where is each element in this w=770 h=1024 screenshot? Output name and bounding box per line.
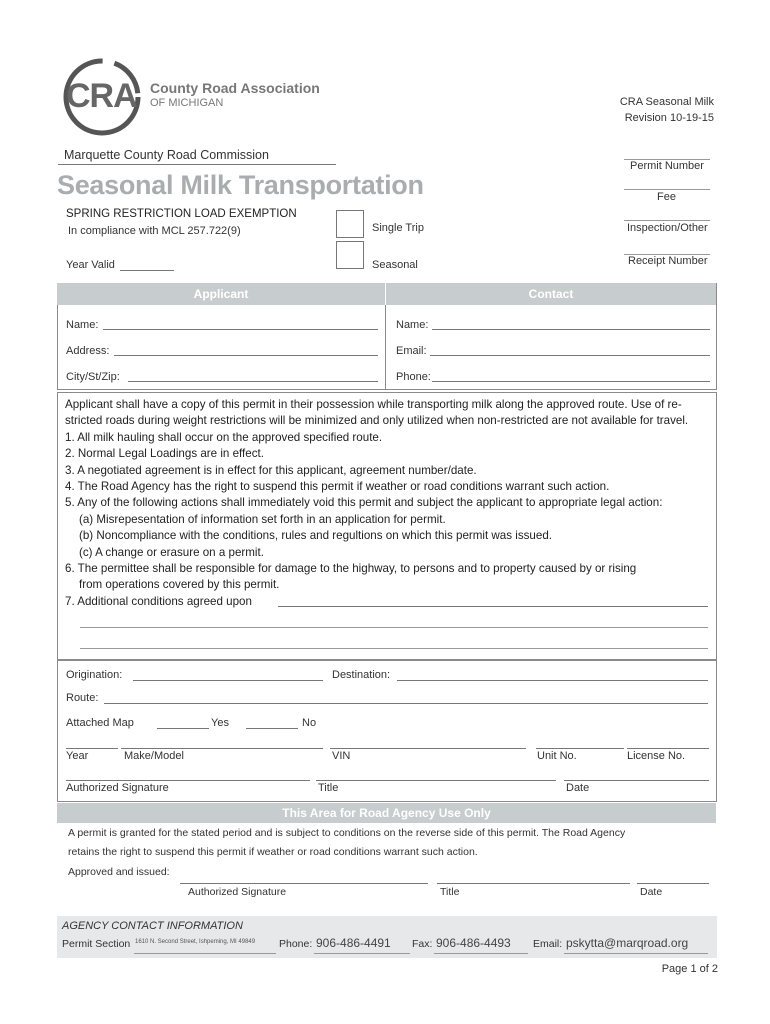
applicant-date-field[interactable] bbox=[564, 780, 709, 781]
applicant-title-label: Title bbox=[318, 782, 339, 794]
logo-abbr: CRA bbox=[66, 77, 137, 115]
additional-conditions-line-2[interactable] bbox=[80, 627, 708, 628]
origination-label: Origination: bbox=[66, 669, 123, 681]
applicant-header: Applicant bbox=[57, 283, 385, 305]
license-no-field[interactable] bbox=[627, 748, 709, 749]
license-no-label: License No. bbox=[627, 750, 686, 762]
agency-title-label: Title bbox=[440, 886, 460, 898]
agency-address-line bbox=[134, 953, 276, 954]
contact-name-label: Name: bbox=[396, 319, 429, 331]
applicant-signature-field[interactable] bbox=[66, 780, 310, 781]
compliance-note: In compliance with MCL 257.722(9) bbox=[68, 225, 241, 237]
agency-title-field[interactable] bbox=[437, 883, 630, 884]
year-valid-field[interactable] bbox=[120, 270, 174, 271]
contact-email-label: Email: bbox=[396, 345, 427, 357]
map-yes-label: Yes bbox=[211, 717, 229, 729]
column-divider bbox=[385, 305, 386, 389]
origination-field[interactable] bbox=[133, 680, 323, 681]
page-number: Page 1 of 2 bbox=[661, 963, 718, 975]
conditions-text bbox=[65, 397, 688, 610]
conditions-intro-2: stricted roads during weight restrictions will be minimized and only utilized when non-restricted are not available for travel. bbox=[65, 414, 689, 428]
agency-email-label: Email: bbox=[533, 938, 563, 950]
unit-no-field[interactable] bbox=[536, 748, 624, 749]
applicant-name-label: Name: bbox=[66, 319, 99, 331]
permit-section-label: Permit Section bbox=[62, 938, 131, 950]
conditions-intro-1: Applicant shall have a copy of this permit in their possession while transporting milk along the approved route. Use of re- bbox=[65, 398, 682, 411]
agency-email[interactable]: pskytta@marqroad.org bbox=[566, 936, 689, 950]
agency-phone: 906-486-4491 bbox=[316, 936, 391, 950]
agency-fax-line bbox=[434, 953, 528, 954]
agency-name-line bbox=[58, 164, 336, 165]
contact-name-field[interactable] bbox=[432, 329, 710, 330]
attached-map-label: Attached Map bbox=[66, 717, 134, 729]
agency-date-field[interactable] bbox=[637, 883, 709, 884]
year-valid-label: Year Valid bbox=[66, 259, 115, 271]
applicant-address-label: Address: bbox=[66, 345, 110, 357]
agency-use-text-2: retains the right to suspend this permit if weather or road conditions warrant such action. bbox=[68, 846, 478, 858]
permit-number-label: Permit Number bbox=[630, 160, 704, 172]
fee-label: Fee bbox=[657, 191, 676, 203]
make-model-label: Make/Model bbox=[124, 750, 184, 762]
contact-email-field[interactable] bbox=[430, 355, 710, 356]
condition-1: 1. All milk hauling shall occur on the approved specified route. bbox=[65, 430, 383, 444]
year-field[interactable] bbox=[66, 748, 118, 749]
inspection-label: Inspection/Other bbox=[627, 222, 708, 234]
condition-7: 7. Additional conditions agreed upon bbox=[65, 594, 252, 608]
contact-header: Contact bbox=[386, 283, 716, 305]
map-no-field[interactable] bbox=[246, 728, 298, 729]
agency-contact-header: AGENCY CONTACT INFORMATION bbox=[62, 920, 243, 932]
agency-email-line bbox=[564, 953, 708, 954]
condition-6b: from operations covered by this permit. bbox=[79, 578, 280, 592]
subtitle: SPRING RESTRICTION LOAD EXEMPTION bbox=[66, 208, 297, 220]
revision-line-1: CRA Seasonal Milk bbox=[619, 96, 714, 108]
agency-signature-label: Authorized Signature bbox=[188, 886, 287, 898]
receipt-number-label: Receipt Number bbox=[628, 255, 708, 267]
applicant-name-field[interactable] bbox=[103, 329, 378, 330]
agency-name: Marquette County Road Commission bbox=[64, 148, 269, 162]
applicant-signature-label: Authorized Signature bbox=[66, 782, 169, 794]
page-title: Seasonal Milk Transportation bbox=[57, 170, 424, 200]
logo-name: County Road Association bbox=[150, 80, 320, 96]
applicant-city-label: City/St/Zip: bbox=[66, 371, 120, 383]
agency-signature-field[interactable] bbox=[180, 883, 428, 884]
agency-phone-line bbox=[314, 953, 410, 954]
condition-5: 5. Any of the following actions shall immediately void this permit and subject the applicant to appropriate legal action: bbox=[65, 496, 663, 510]
applicant-date-label: Date bbox=[566, 782, 590, 794]
agency-use-header: This Area for Road Agency Use Only bbox=[57, 803, 716, 823]
agency-phone-label: Phone: bbox=[279, 938, 313, 950]
condition-5b: (b) Noncompliance with the conditions, rules and regultions on which this permit was issued. bbox=[79, 529, 553, 543]
seasonal-checkbox[interactable] bbox=[336, 241, 364, 269]
additional-conditions-line-3[interactable] bbox=[80, 648, 708, 649]
make-model-field[interactable] bbox=[121, 748, 323, 749]
route-field[interactable] bbox=[104, 703, 708, 704]
approved-label: Approved and issued: bbox=[68, 866, 170, 878]
year-label: Year bbox=[66, 750, 89, 762]
applicant-title-field[interactable] bbox=[316, 780, 556, 781]
single-trip-label: Single Trip bbox=[372, 222, 424, 234]
condition-5c: (c) A change or erasure on a permit. bbox=[79, 545, 264, 559]
inspection-field[interactable] bbox=[624, 220, 710, 221]
agency-date-label: Date bbox=[640, 886, 663, 898]
condition-2: 2. Normal Legal Loadings are in effect. bbox=[65, 447, 264, 461]
map-yes-field[interactable] bbox=[157, 728, 209, 729]
condition-5a: (a) Misrepesentation of information set forth in an application for permit. bbox=[79, 512, 446, 526]
fee-field[interactable] bbox=[624, 189, 710, 190]
contact-phone-label: Phone: bbox=[396, 371, 431, 383]
applicant-city-field[interactable] bbox=[128, 381, 378, 382]
agency-address: 1610 N. Second Street, Ishpeming, MI 49849 bbox=[135, 939, 256, 945]
single-trip-checkbox[interactable] bbox=[336, 210, 364, 238]
revision-line-2: Revision 10-19-15 bbox=[624, 112, 714, 124]
map-no-label: No bbox=[302, 717, 317, 729]
contact-phone-field[interactable] bbox=[432, 381, 710, 382]
agency-fax-label: Fax: bbox=[412, 938, 433, 950]
destination-field[interactable] bbox=[397, 680, 708, 681]
condition-3: 3. A negotiated agreement is in effect for this applicant, agreement number/date. bbox=[65, 463, 477, 477]
condition-6a: 6. The permittee shall be responsible for damage to the highway, to persons and to property caused by or rising bbox=[65, 562, 637, 576]
destination-label: Destination: bbox=[332, 669, 391, 681]
logo-sub: OF MICHIGAN bbox=[150, 97, 224, 109]
vin-label: VIN bbox=[332, 750, 351, 762]
vin-field[interactable] bbox=[330, 748, 526, 749]
unit-no-label: Unit No. bbox=[537, 750, 577, 762]
route-label: Route: bbox=[66, 692, 99, 704]
cra-logo bbox=[60, 55, 330, 140]
applicant-address-field[interactable] bbox=[114, 355, 378, 356]
agency-fax: 906-486-4493 bbox=[436, 936, 511, 950]
seasonal-label: Seasonal bbox=[372, 259, 418, 271]
agency-use-text-1: A permit is granted for the stated period and is subject to conditions on the reverse side of this permit. The Road Agency bbox=[68, 827, 626, 839]
condition-4: 4. The Road Agency has the right to suspend this permit if weather or road conditions warrant such action. bbox=[65, 480, 610, 494]
additional-conditions-line-1[interactable] bbox=[278, 606, 708, 607]
